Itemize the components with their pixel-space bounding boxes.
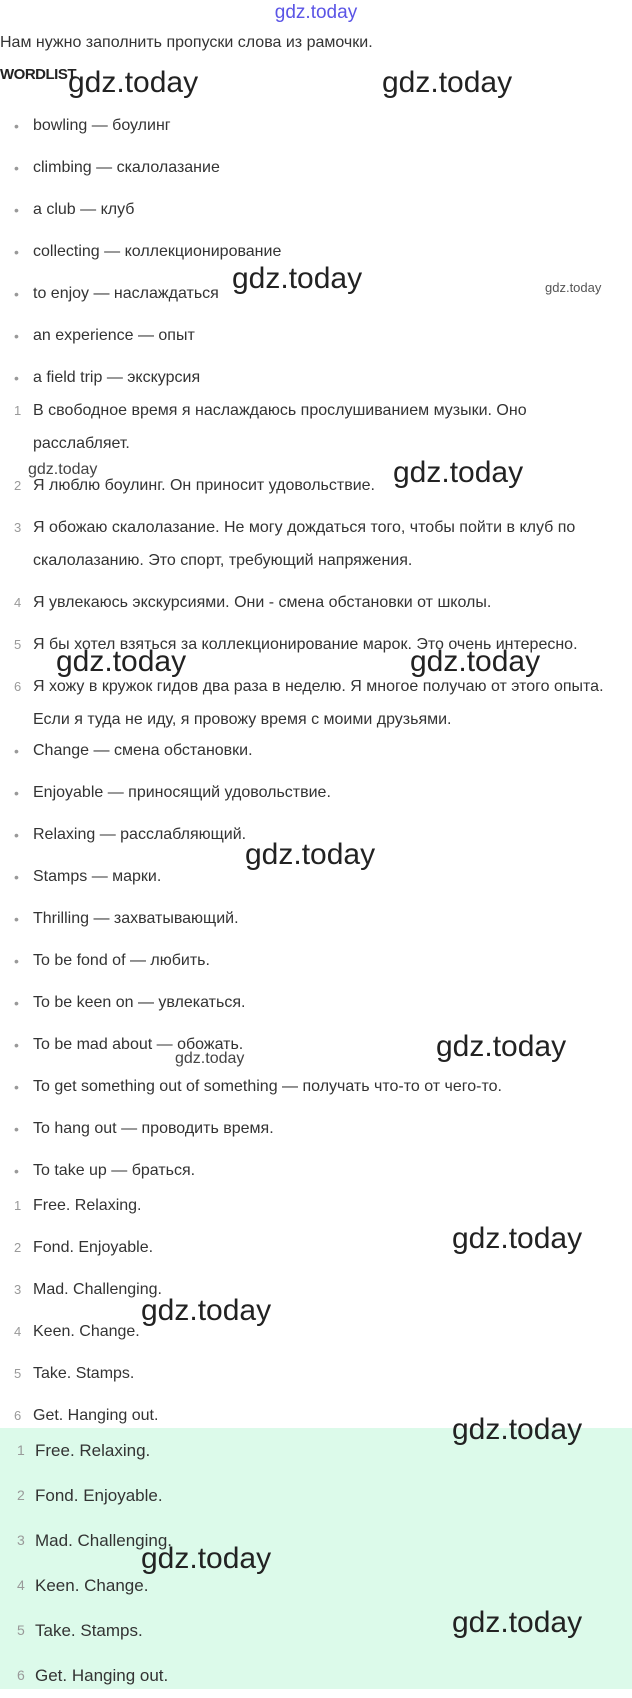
watermark: gdz.today [436, 1030, 567, 1063]
numbered-item [0, 1563, 172, 1608]
list-item [0, 814, 502, 856]
wordlist [0, 105, 281, 399]
list-item [0, 856, 502, 898]
item-text: Я бы хотел взяться за коллекционирование марок. Это очень интересно. [33, 636, 578, 653]
highlighted-answer-list [0, 1428, 172, 1698]
watermark: gdz.today [452, 1606, 583, 1639]
numbered-item [0, 1518, 172, 1563]
list-item-text: a field trip — экскурсия [33, 369, 201, 386]
vocab-list [0, 730, 502, 1192]
item-text: Я люблю боулинг. Он приносит удовольствие. [33, 477, 375, 494]
bullet-icon: • [14, 202, 19, 218]
numbered-item [0, 394, 632, 460]
bullet-icon: • [14, 328, 19, 344]
numbered-item [0, 1311, 162, 1353]
item-number: 5 [17, 1622, 25, 1638]
numbered-item [0, 469, 632, 502]
list-item [0, 315, 281, 357]
list-item-text: To be keen on — увлекаться. [33, 994, 246, 1011]
numbered-item [0, 670, 632, 736]
watermark: gdz.today [393, 456, 524, 489]
item-text: В свободное время я наслаждаюсь прослушиванием музыки. Оно расслабляет. [33, 402, 527, 452]
bullet-icon: • [14, 118, 19, 134]
watermark: gdz.today [410, 645, 541, 678]
numbered-item [0, 1653, 172, 1698]
watermark: gdz.today [245, 838, 376, 871]
list-item [0, 105, 281, 147]
list-item-text: an experience — опыт [33, 327, 195, 344]
watermark: gdz.today [141, 1294, 272, 1327]
answer-list [0, 1185, 162, 1437]
list-item-text: climbing — скалолазание [33, 159, 220, 176]
watermark: gdz.today [56, 645, 187, 678]
item-number: 6 [14, 1408, 22, 1423]
wordlist-heading: WORDLIST [0, 66, 76, 83]
item-number: 2 [14, 478, 22, 493]
list-item-text: to enjoy — наслаждаться [33, 285, 219, 302]
watermark: gdz.today [175, 1050, 245, 1067]
bullet-icon: • [14, 244, 19, 260]
site-logo[interactable]: gdz.today [274, 2, 358, 23]
bullet-icon: • [14, 785, 19, 801]
item-number: 4 [14, 1324, 22, 1339]
list-item-text: collecting — коллекционирование [33, 243, 282, 260]
list-item [0, 730, 502, 772]
item-text: Fond. Enjoyable. [35, 1486, 163, 1505]
list-item [0, 1066, 502, 1108]
bullet-icon: • [14, 370, 19, 386]
item-number: 5 [14, 637, 22, 652]
bullet-icon: • [14, 869, 19, 885]
item-text: Take. Stamps. [35, 1621, 143, 1640]
list-item-text: To be fond of — любить. [33, 952, 210, 969]
watermark: gdz.today [68, 66, 199, 99]
list-item [0, 231, 281, 273]
bullet-icon: • [14, 160, 19, 176]
list-item-text: Stamps — марки. [33, 868, 162, 885]
bullet-icon: • [14, 911, 19, 927]
list-item [0, 1108, 502, 1150]
item-number: 3 [14, 1282, 22, 1297]
item-number: 1 [14, 1198, 22, 1213]
numbered-item [0, 1473, 172, 1518]
item-number: 4 [17, 1577, 25, 1593]
list-item-text: Thrilling — захватывающий. [33, 910, 239, 927]
item-text: Get. Hanging out. [33, 1407, 159, 1424]
list-item [0, 189, 281, 231]
list-item [0, 898, 502, 940]
numbered-item [0, 628, 632, 661]
bullet-icon: • [14, 743, 19, 759]
list-item-text: Enjoyable — приносящий удовольствие. [33, 784, 331, 801]
numbered-item [0, 511, 632, 577]
numbered-item [0, 586, 632, 619]
item-text: Mad. Challenging. [35, 1531, 173, 1550]
list-item-text: Relaxing — расслабляющий. [33, 826, 247, 843]
item-number: 3 [17, 1532, 25, 1548]
watermark: gdz.today [545, 280, 602, 295]
item-text: Я хожу в кружок гидов два раза в неделю. Я многое получаю от этого опыта. Если я туда не иду, я провожу время с моими друзьями. [33, 678, 604, 728]
watermark: gdz.today [28, 461, 98, 478]
list-item [0, 772, 502, 814]
item-text: Fond. Enjoyable. [33, 1239, 154, 1256]
item-text: Keen. Change. [35, 1576, 149, 1595]
watermark: gdz.today [382, 66, 513, 99]
task-intro: Нам нужно заполнить пропуски слова из рамочки. [0, 34, 373, 51]
list-item [0, 940, 502, 982]
item-text: Mad. Challenging. [33, 1281, 162, 1298]
list-item-text: To get something out of something — получать что-то от чего-то. [33, 1078, 502, 1095]
list-item-text: To be mad about — обожать. [33, 1036, 244, 1053]
item-number: 4 [14, 595, 22, 610]
item-number: 2 [14, 1240, 22, 1255]
bullet-icon: • [14, 995, 19, 1011]
item-text: Take. Stamps. [33, 1365, 135, 1382]
list-item [0, 982, 502, 1024]
item-text: Keen. Change. [33, 1323, 140, 1340]
numbered-item [0, 1269, 162, 1311]
list-item-text: To hang out — проводить время. [33, 1120, 274, 1137]
item-number: 3 [14, 520, 22, 535]
bullet-icon: • [14, 286, 19, 302]
list-item-text: bowling — боулинг [33, 117, 171, 134]
bullet-icon: • [14, 1037, 19, 1053]
item-text: Я обожаю скалолазание. Не могу дождаться того, чтобы пойти в клуб по скалолазанию. Это спорт, требующий напряжения. [33, 519, 576, 569]
list-item-text: a club — клуб [33, 201, 135, 218]
item-number: 2 [17, 1487, 25, 1503]
item-text: Get. Hanging out. [35, 1666, 169, 1685]
bullet-icon: • [14, 953, 19, 969]
watermark: gdz.today [232, 262, 363, 295]
list-item [0, 1024, 502, 1066]
numbered-item [0, 1608, 172, 1653]
item-number: 1 [14, 403, 22, 418]
numbered-item [0, 1428, 172, 1473]
watermark: gdz.today [452, 1222, 583, 1255]
numbered-item [0, 1353, 162, 1395]
list-item-text: Change — смена обстановки. [33, 742, 253, 759]
bullet-icon: • [14, 1163, 19, 1179]
bullet-icon: • [14, 1121, 19, 1137]
bullet-icon: • [14, 827, 19, 843]
watermark: gdz.today [141, 1542, 272, 1575]
item-number: 6 [17, 1667, 25, 1683]
watermark: gdz.today [452, 1413, 583, 1446]
numbered-item [0, 1227, 162, 1269]
list-item [0, 147, 281, 189]
sentence-list [0, 394, 632, 745]
item-text: Я увлекаюсь экскурсиями. Они - смена обстановки от школы. [33, 594, 492, 611]
bullet-icon: • [14, 1079, 19, 1095]
item-number: 1 [17, 1442, 25, 1458]
numbered-item [0, 1185, 162, 1227]
item-number: 6 [14, 679, 22, 694]
list-item [0, 273, 281, 315]
list-item-text: To take up — браться. [33, 1162, 196, 1179]
item-text: Free. Relaxing. [33, 1197, 142, 1214]
item-number: 5 [14, 1366, 22, 1381]
item-text: Free. Relaxing. [35, 1441, 151, 1460]
list-item [0, 357, 281, 399]
